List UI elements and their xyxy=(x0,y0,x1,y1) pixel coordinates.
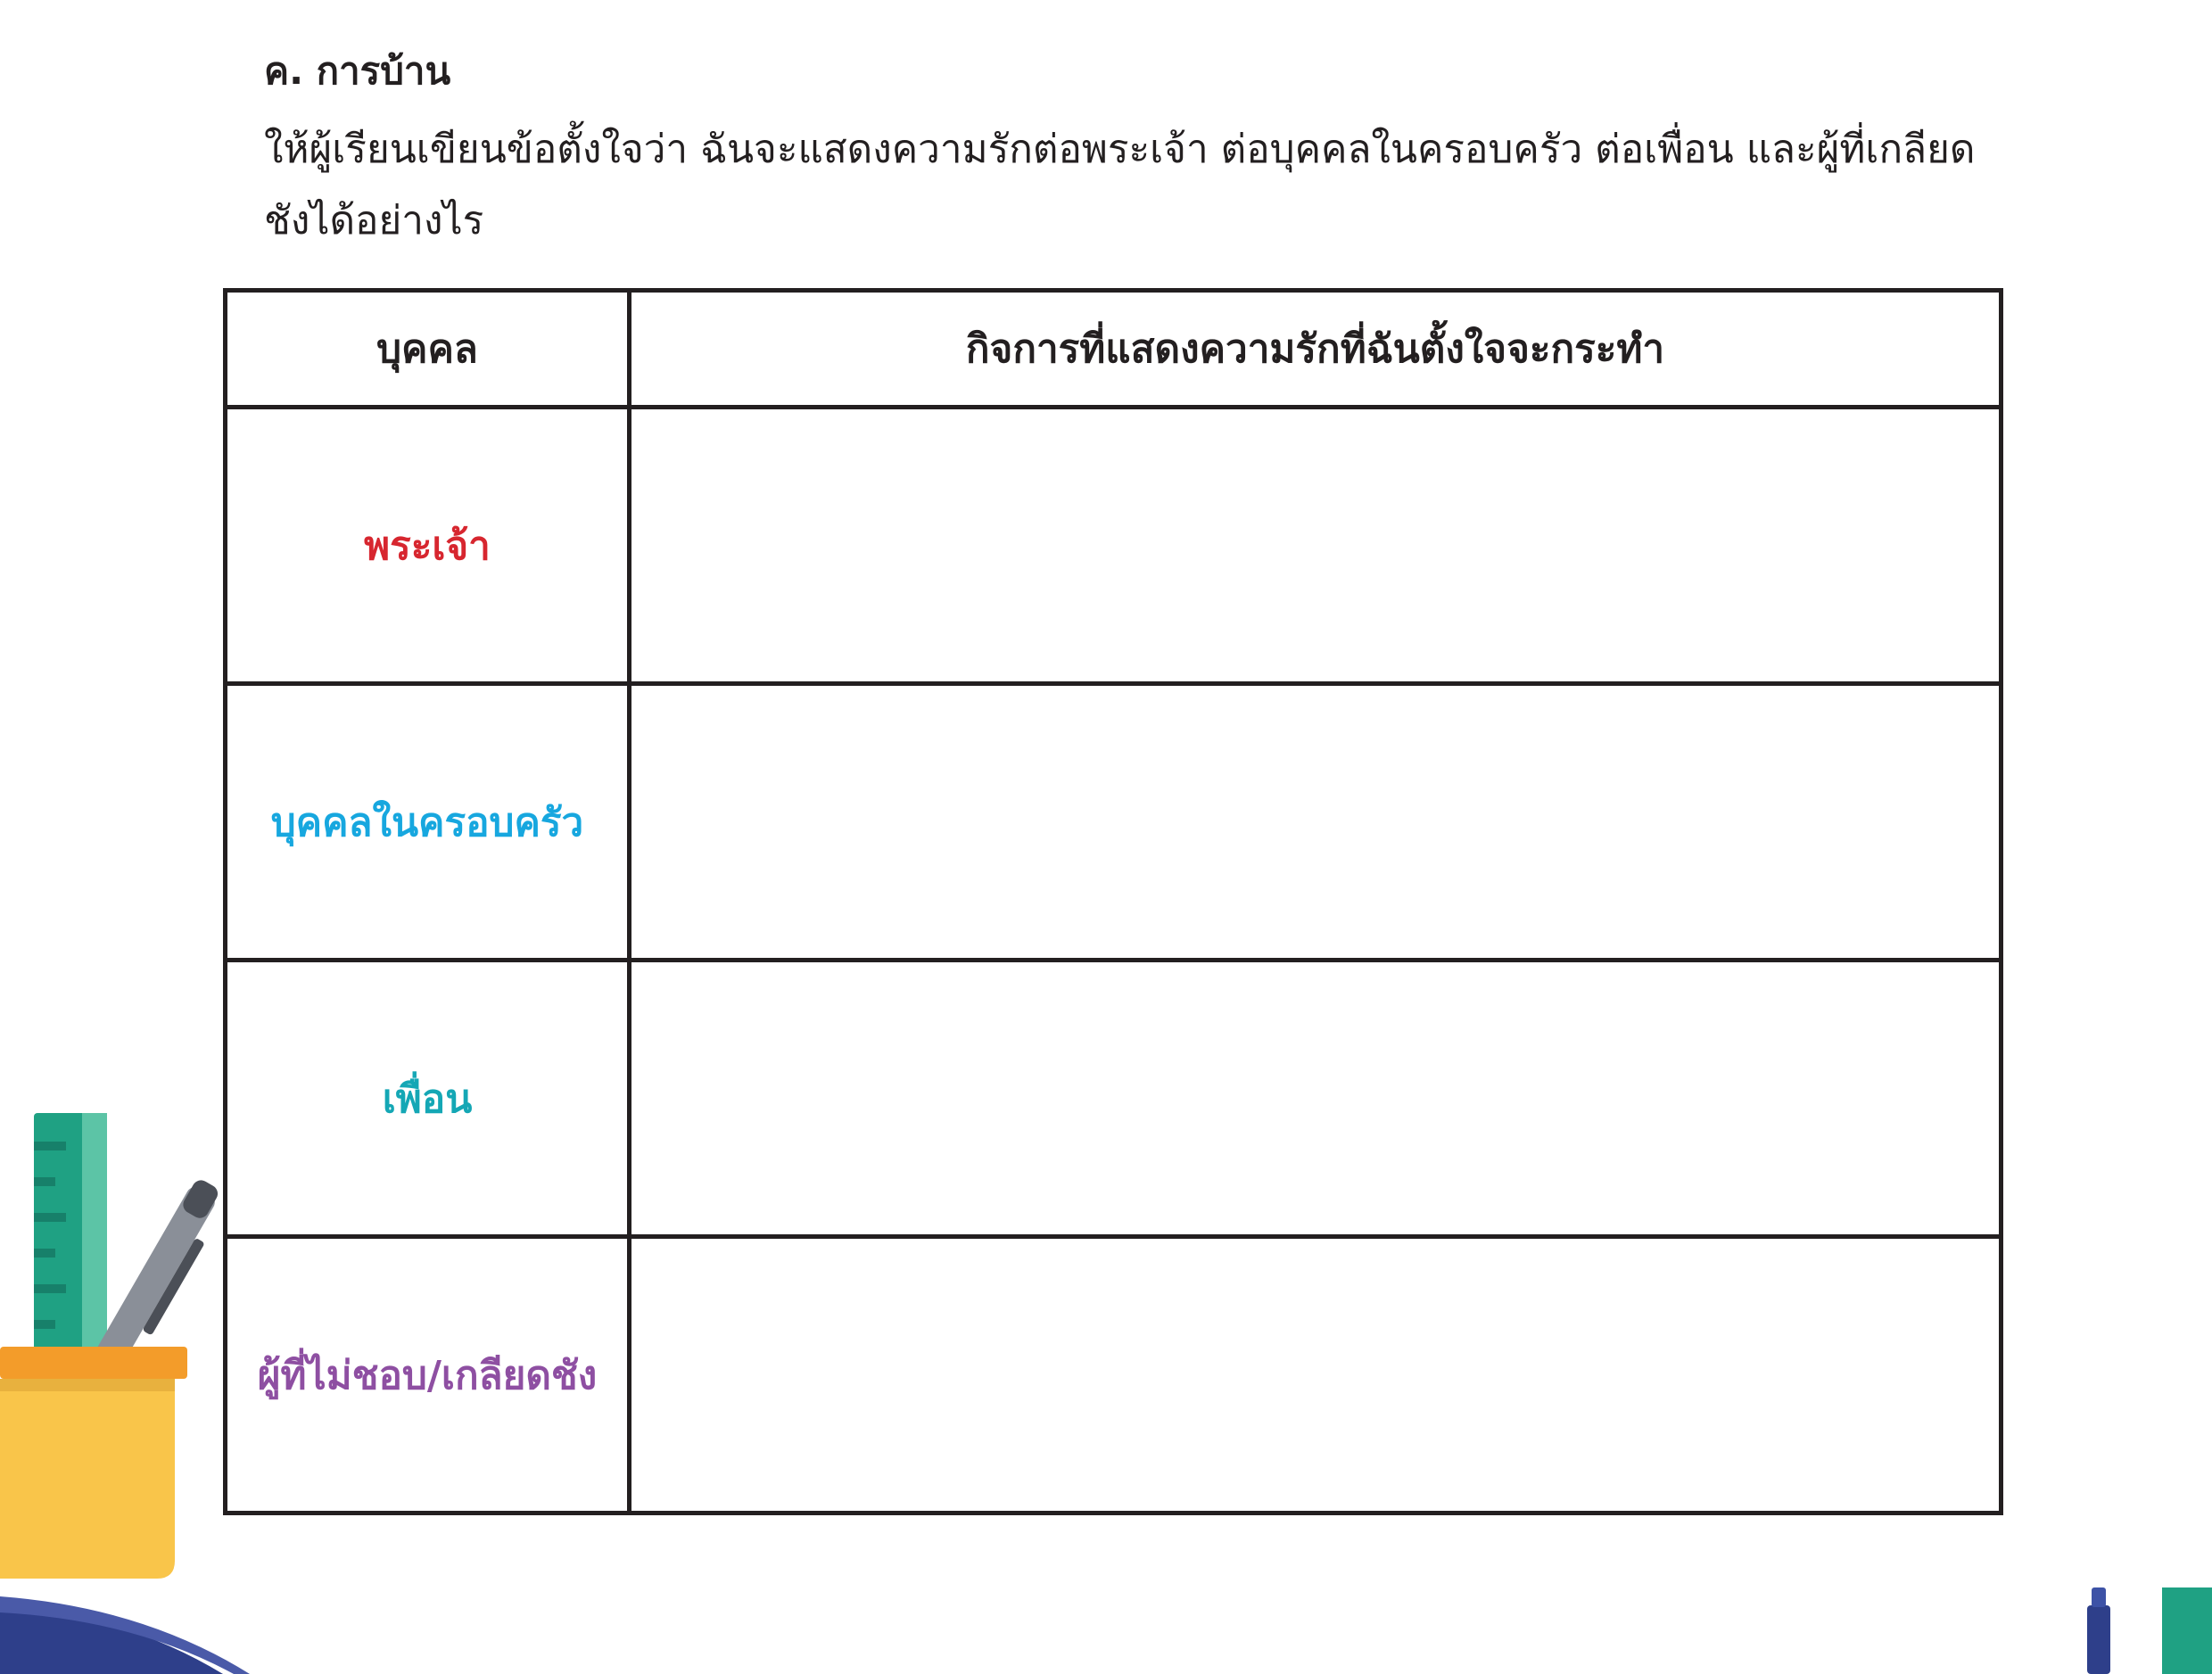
table-row xyxy=(226,961,2002,1237)
pencil-holder-icon xyxy=(0,1106,223,1587)
person-cell xyxy=(226,961,630,1237)
table-row xyxy=(226,1237,2002,1513)
answer-cell-family[interactable] xyxy=(630,684,2002,961)
book-corner-icon xyxy=(0,1596,268,1674)
person-label-god: พระเจ้า xyxy=(364,523,491,569)
person-cell xyxy=(226,408,630,684)
table-row xyxy=(226,408,2002,684)
person-label-friend: เพื่อน xyxy=(382,1076,473,1122)
person-cell xyxy=(226,1237,630,1513)
homework-instruction: ให้ผู้เรียนเขียนข้อตั้งใจว่า ฉันจะแสดงความรักต่อพระเจ้า ต่อบุคคลในครอบครัว ต่อเพื่อน และผู้ที่เกลียดชังได้อย่างไร xyxy=(264,127,1976,243)
person-label-family: บุคคลในครอบครัว xyxy=(270,799,584,845)
answer-cell-enemy[interactable] xyxy=(630,1237,2002,1513)
answer-cell-friend[interactable] xyxy=(630,961,2002,1237)
table-row xyxy=(226,684,2002,961)
homework-heading: ค. การบ้าน xyxy=(264,49,451,93)
bottle-icon xyxy=(2087,1587,2212,1674)
answer-cell-god[interactable] xyxy=(630,408,2002,684)
table-header-row xyxy=(226,291,2002,408)
person-cell xyxy=(226,684,630,961)
column-header-person: บุคคล xyxy=(226,291,630,408)
column-header-actions: กิจการที่แสดงความรักที่ฉันตั้งใจจะกระทำ xyxy=(630,291,2002,408)
love-actions-table xyxy=(223,288,2003,1515)
person-label-enemy: ผู้ที่ไม่ชอบ/เกลียดชัง xyxy=(257,1352,598,1398)
